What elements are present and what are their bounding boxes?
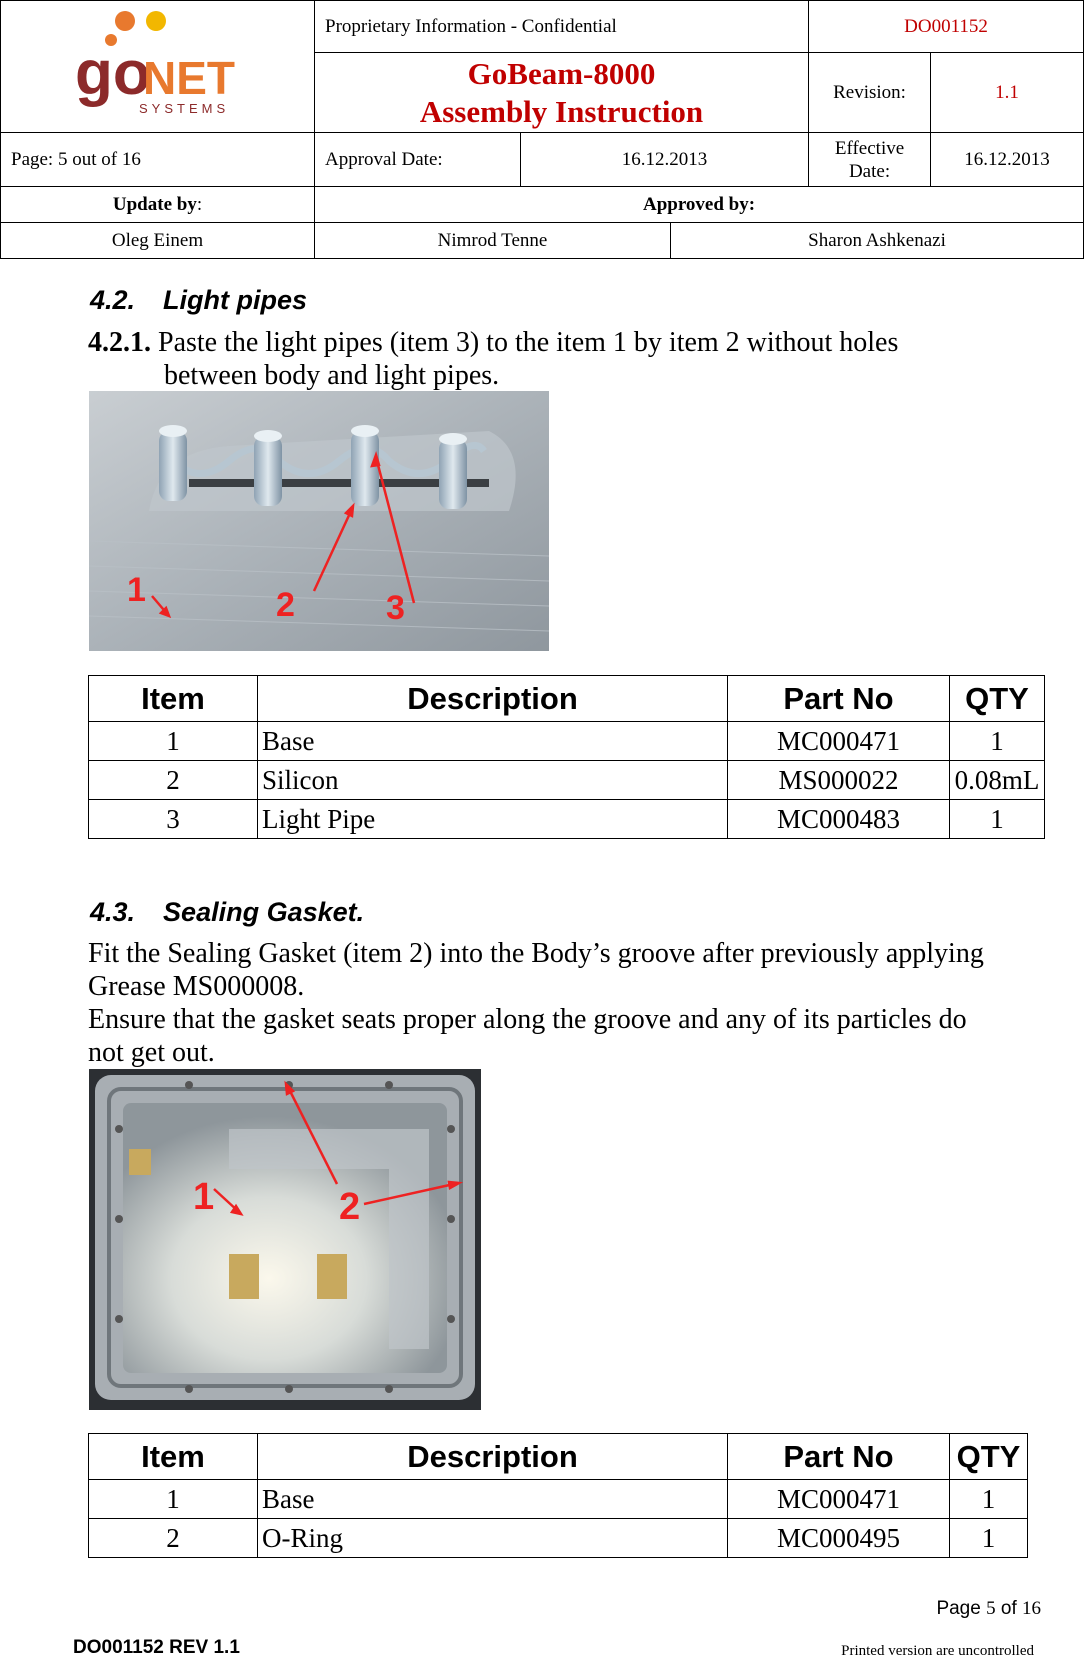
effective-label-2: Date: bbox=[848, 160, 891, 182]
cell-item: 3 bbox=[89, 800, 258, 839]
logo-go: go bbox=[75, 39, 151, 108]
footer-printed-note: Printed version are uncontrolled bbox=[841, 1643, 1034, 1659]
sealing-gasket-illustration bbox=[89, 1069, 481, 1410]
gasket-bom-table bbox=[88, 1433, 1028, 1558]
section-4-3-title: Sealing Gasket. bbox=[163, 897, 365, 927]
light-pipes-label-2: 2 bbox=[276, 586, 295, 624]
footer-page-total: 16 bbox=[1022, 1598, 1041, 1619]
approval-date-label: Approval Date: bbox=[315, 133, 521, 187]
cell-qty: 1 bbox=[950, 800, 1045, 839]
approved-by-label: Approved by: bbox=[315, 187, 1084, 223]
table-row bbox=[89, 1519, 1028, 1558]
logo-dot-yellow bbox=[146, 11, 166, 31]
section-4-2-heading bbox=[90, 285, 307, 316]
cell-qty: 0.08mL bbox=[950, 761, 1045, 800]
approval-date-value: 16.12.2013 bbox=[521, 133, 809, 187]
table-header-row bbox=[89, 1434, 1028, 1480]
cell-item: 2 bbox=[89, 1519, 258, 1558]
step-4-2-1-number: 4.2.1. bbox=[88, 327, 151, 358]
pad-left bbox=[229, 1254, 259, 1299]
col-header-part-no: Part No bbox=[728, 1434, 950, 1480]
col-header-qty: QTY bbox=[950, 1434, 1028, 1480]
gasket-label-2: 2 bbox=[339, 1186, 361, 1228]
footer-page-prefix: Page bbox=[936, 1598, 987, 1619]
col-header-item: Item bbox=[89, 676, 258, 722]
table-row bbox=[89, 800, 1045, 839]
light-pipes-bom-table bbox=[88, 675, 1045, 839]
cell-description: Base bbox=[258, 722, 728, 761]
doc-title bbox=[315, 53, 809, 133]
logo-net: NET bbox=[143, 52, 235, 104]
cell-description: Silicon bbox=[258, 761, 728, 800]
revision-label: Revision: bbox=[809, 53, 931, 133]
col-header-qty: QTY bbox=[950, 676, 1045, 722]
section-4-3-number: 4.3. bbox=[90, 897, 136, 927]
pad-top bbox=[129, 1149, 151, 1175]
title-line-2: Assembly Instruction bbox=[419, 93, 704, 129]
table-row bbox=[89, 722, 1045, 761]
section-4-2-number: 4.2. bbox=[90, 285, 136, 315]
section-4-2-title: Light pipes bbox=[163, 285, 308, 315]
col-header-part-no: Part No bbox=[728, 676, 950, 722]
cell-item: 2 bbox=[89, 761, 258, 800]
cell-description: Light Pipe bbox=[258, 800, 728, 839]
effective-date-label bbox=[809, 133, 931, 187]
para-2b: not get out. bbox=[88, 1037, 215, 1068]
updater-name: Oleg Einem bbox=[1, 223, 315, 259]
revision-value: 1.1 bbox=[931, 53, 1084, 133]
col-header-description: Description bbox=[258, 676, 728, 722]
step-4-2-1-text-2: between body and light pipes. bbox=[164, 360, 500, 391]
light-pipes-photo bbox=[89, 391, 549, 651]
gonet-logo bbox=[73, 7, 243, 122]
para-1b: Grease MS000008. bbox=[88, 971, 305, 1002]
gasket-label-1: 1 bbox=[193, 1176, 215, 1218]
footer-page-num: 5 bbox=[986, 1598, 996, 1619]
update-by-cell bbox=[1, 187, 315, 223]
footer-page-mid: of bbox=[995, 1598, 1022, 1619]
update-by-colon: : bbox=[196, 193, 203, 215]
light-pipes-label-3: 3 bbox=[386, 589, 405, 627]
title-line-1: GoBeam-8000 bbox=[467, 55, 656, 91]
cell-part-no: MC000471 bbox=[728, 722, 950, 761]
logo-systems: SYSTEMS bbox=[139, 101, 230, 116]
footer-page-number bbox=[936, 1598, 1041, 1620]
cell-qty: 1 bbox=[950, 722, 1045, 761]
cell-description: Base bbox=[258, 1480, 728, 1519]
cell-qty: 1 bbox=[950, 1480, 1028, 1519]
para-1a: Fit the Sealing Gasket (item 2) into the Body’s groove after previously applying bbox=[88, 938, 984, 969]
step-4-2-1 bbox=[88, 326, 1048, 392]
section-4-3-body bbox=[88, 937, 1068, 1069]
cell-part-no: MS000022 bbox=[728, 761, 950, 800]
cell-part-no: MC000495 bbox=[728, 1519, 950, 1558]
cell-item: 1 bbox=[89, 722, 258, 761]
page-label: Page: 5 out of 16 bbox=[1, 133, 315, 187]
col-header-item: Item bbox=[89, 1434, 258, 1480]
cell-description: O-Ring bbox=[258, 1519, 728, 1558]
para-2a: Ensure that the gasket seats proper along the groove and any of its particles do bbox=[88, 1004, 967, 1035]
approver-2-name: Sharon Ashkenazi bbox=[671, 223, 1084, 259]
light-pipes-illustration bbox=[89, 391, 549, 651]
cell-part-no: MC000483 bbox=[728, 800, 950, 839]
effective-date-value: 16.12.2013 bbox=[931, 133, 1084, 187]
table-row bbox=[89, 1480, 1028, 1519]
table-row bbox=[89, 761, 1045, 800]
photo-bg bbox=[89, 391, 549, 651]
col-header-description: Description bbox=[258, 1434, 728, 1480]
section-4-3-heading bbox=[90, 897, 364, 928]
cell-part-no: MC000471 bbox=[728, 1480, 950, 1519]
effective-label-1: Effective bbox=[834, 137, 905, 159]
doc-id: DO001152 bbox=[809, 1, 1084, 53]
footer-doc-rev: DO001152 REV 1.1 bbox=[73, 1637, 240, 1658]
logo-cell bbox=[1, 1, 315, 133]
confidential-label: Proprietary Information - Confidential bbox=[315, 1, 809, 53]
pad-right bbox=[317, 1254, 347, 1299]
cell-qty: 1 bbox=[950, 1519, 1028, 1558]
approver-1-name: Nimrod Tenne bbox=[315, 223, 671, 259]
header-table bbox=[0, 0, 1084, 259]
sealing-gasket-photo bbox=[89, 1069, 481, 1410]
update-by-label: Update by bbox=[112, 193, 197, 215]
step-4-2-1-text-1: Paste the light pipes (item 3) to the item 1 by item 2 without holes bbox=[158, 327, 899, 358]
light-pipes-label-1: 1 bbox=[127, 571, 146, 609]
cell-item: 1 bbox=[89, 1480, 258, 1519]
table-header-row bbox=[89, 676, 1045, 722]
logo-dot-orange bbox=[115, 11, 135, 31]
